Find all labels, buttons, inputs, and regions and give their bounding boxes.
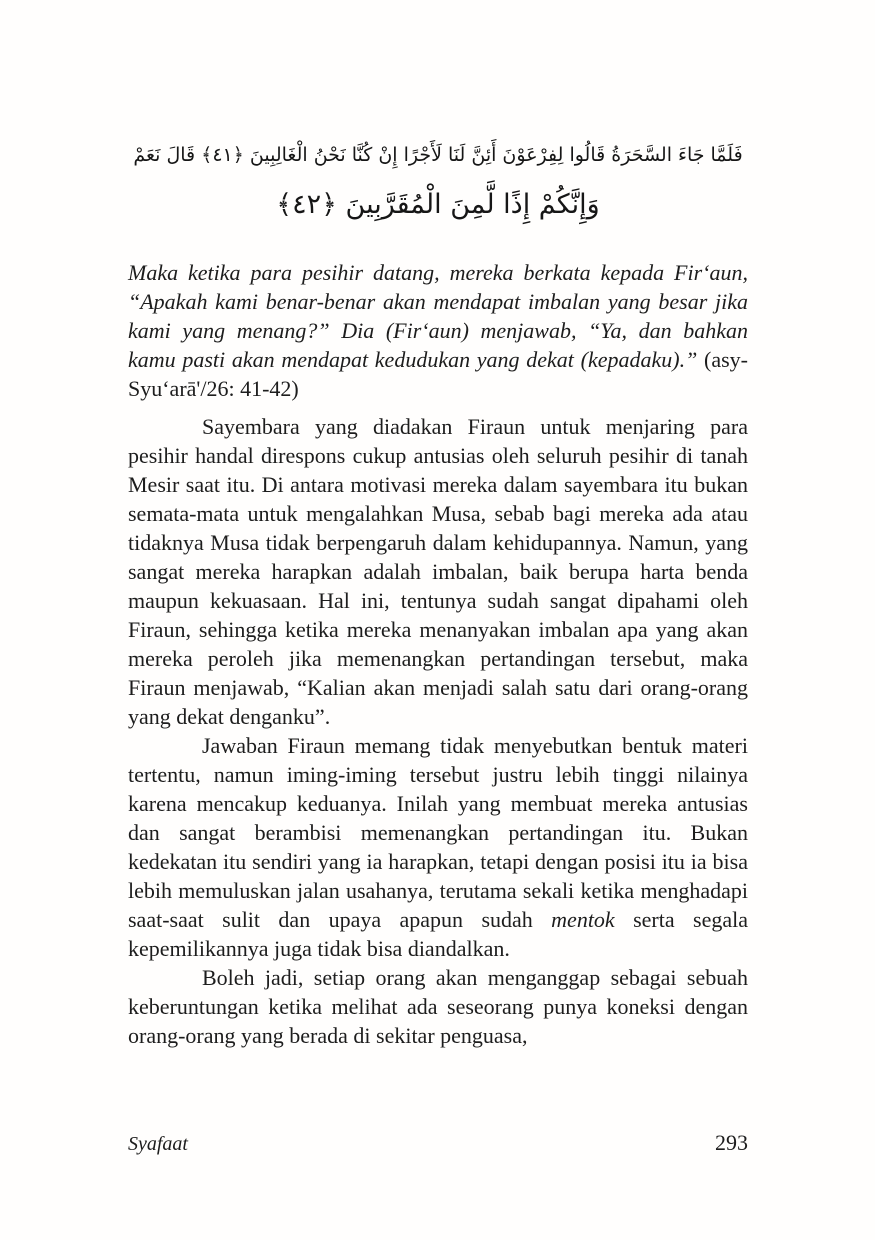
arabic-verse-line-1: فَلَمَّا جَاءَ السَّحَرَةُ قَالُوا لِفِرْعَوْنَ أَئِنَّ لَنَا لَأَجْرًا إِنْ كُنَّا نَحْنُ الْغَالِبِينَ ﴿٤١﴾ قَالَ نَعَمْ: [133, 144, 743, 166]
body-text: [128, 412, 748, 1050]
running-title: Syafaat: [128, 1133, 188, 1155]
body-paragraph-3: Boleh jadi, setiap orang akan menganggap sebagai sebuah keberuntungan ketika melihat ada seseorang punya koneksi dengan orang-orang yang berada di sekitar penguasa,: [128, 965, 748, 1048]
arabic-verse-line-2: وَإِنَّكُمْ إِذًا لَّمِنَ الْمُقَرَّبِينَ ﴿٤٢﴾: [276, 189, 600, 220]
verse-translation: [128, 258, 748, 403]
body-paragraph-2: [128, 731, 748, 963]
paragraph-2-text-continued: serta segala kepemilikannya juga tidak bisa diandalkan.: [128, 907, 748, 961]
body-paragraph-1: Sayembara yang diadakan Firaun untuk menjaring para pesihir handal direspons cukup antusias oleh seluruh pesihir di tanah Mesir saat itu. Di antara motivasi mereka dalam sayembara itu bukan semata-mata untuk mengalahkan Musa, sebab bagi mereka ada atau tidaknya Musa tidak berpengaruh dalam kehidupannya. Namun, yang sangat mereka harapkan adalah imbalan, baik berupa harta benda maupun kekuasaan. Hal ini, tentunya sudah sangat dipahami oleh Firaun, sehingga ketika mereka menanyakan imbalan apa yang akan mereka peroleh jika memenangkan pertandingan tersebut, maka Firaun menjawab, “Kalian akan menjadi salah satu dari orang-orang yang dekat denganku”.: [128, 414, 748, 729]
paragraph-2-text: Jawaban Firaun memang tidak menyebutkan bentuk materi tertentu, namun iming-iming tersebut justru lebih tinggi nilainya karena mencakup keduanya. Inilah yang membuat mereka antusias dan sangat berambisi memenangkan pertandingan itu. Bukan kedekatan itu sendiri yang ia harapkan, tetapi dengan posisi itu ia bisa lebih memuluskan jalan usahanya, terutama sekali ketika menghadapi saat-saat sulit dan upaya apapun sudah: [128, 733, 748, 932]
page-footer: [128, 1130, 748, 1156]
quran-verse-arabic: [128, 116, 748, 230]
translation-text: Maka ketika para pesihir datang, mereka berkata kepada Fir‘aun, “Apakah kami benar-benar akan mendapat imbalan yang besar jika kami yang menang?” Dia (Fir‘aun) menjawab, “Ya, dan bahkan kamu pasti akan mendapat kedudukan yang dekat (kepadaku).”: [128, 260, 748, 372]
paragraph-2-italic-term: mentok: [551, 907, 615, 932]
verse-citation: (asy-Syu‘arā'/26: 41-42): [128, 347, 748, 401]
page-number: 293: [715, 1130, 748, 1155]
page-content: [128, 116, 748, 1050]
